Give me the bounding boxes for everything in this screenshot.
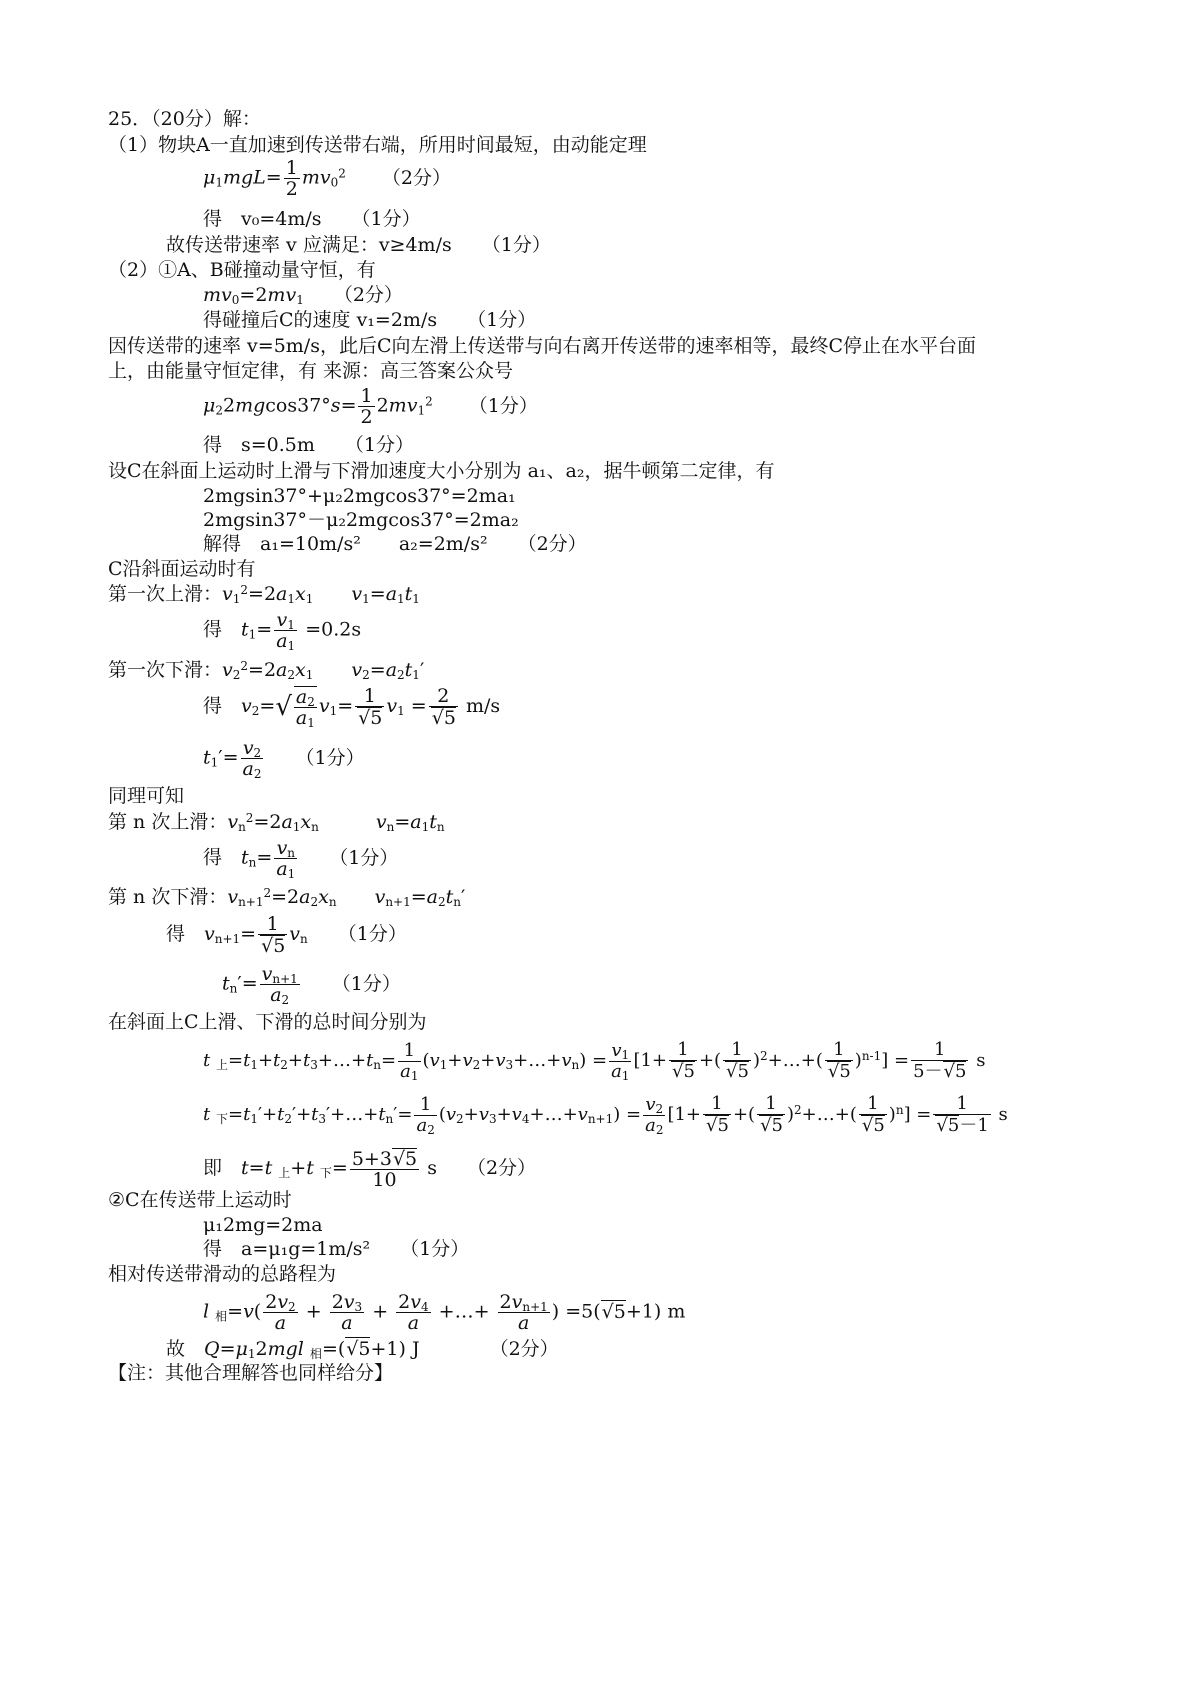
similarly-label: 同理可知	[108, 785, 185, 807]
nth-down-label: 第 n 次下滑：	[108, 886, 228, 908]
t1-result: =0.2s	[305, 618, 362, 641]
eq-down-accel: 2mgsin37°－μ₂2mgcos37°=2ma₂	[203, 509, 519, 531]
eq-t1: 得 $t_1=$ $\frac{v_1}{a_1}$ =0.2s	[203, 609, 362, 653]
total-time-intro: 在斜面上C上滑、下滑的总时间分别为	[108, 1011, 427, 1033]
grading-note: 【注：其他合理解答也同样给分】	[108, 1362, 394, 1384]
eq-heat: 故 $Q=\mu_12mgl$ $_相$=(√ 5+1) J （2分）	[166, 1337, 559, 1360]
part2-intro: （2）①A、B碰撞动量守恒，有	[108, 259, 376, 281]
eq-energy-conservation: $\mu_22mgcos37^\circ s=$ $\frac{1}{2}$ $2mv_1^2$ （1分）	[203, 385, 538, 428]
first-up-line: 第一次上滑：$v_1^2=2a_1x_1$ $v_1=a_1t_1$	[108, 583, 420, 606]
score-14: （1分）	[400, 1238, 470, 1260]
score-5: （1分）	[467, 309, 537, 331]
relative-path-intro: 相对传送带滑动的总路程为	[108, 1263, 337, 1285]
eq-tn-prime: $t_n'=$ $\frac{v_{n+1}}{a_2}$ （1分）	[222, 963, 401, 1007]
score-15: （2分）	[489, 1338, 559, 1360]
score-11: （1分）	[337, 923, 407, 945]
score-3: （1分）	[481, 234, 551, 256]
part2b-intro: ②C在传送带上运动时	[108, 1189, 292, 1211]
score-2: （1分）	[351, 208, 421, 230]
eq-t-sum: 即 t=t $_上$+t $_下$= $\frac{5+3√ 5}{10}$ s （2分）	[203, 1148, 536, 1190]
eq-v2: 得 $v_2=√$ $\frac{a_2}{a_1}$ $v_1=$ 1 √ 5 $v_1$ = 2 √ 5 m/s	[203, 686, 500, 728]
score-9: （1分）	[295, 746, 365, 769]
eq-t-up-total: t $_上=t_1+t_2+t_3+\dots+t_n=$ $\frac{1}{a_1}$ $(v_1+v_2+v_3+\dots+v_n)$ = $\frac{v_1}{a_1}$ [1+ 1 √ 5 +( 1 √ 5 )$^2$+…+( 1 √ 5 )$^{n-1}$] = $\frac{1}{5-√ 5}$ s	[203, 1040, 985, 1082]
eq-a-result	[203, 1238, 469, 1260]
nth-up-label: 第 n 次上滑：	[108, 811, 228, 833]
eq-vn1: 得 $v_{n+1}=$ 1 √ 5 $v_n$ （1分）	[166, 914, 407, 956]
t-up-unit: s	[976, 1050, 986, 1071]
score-1: （2分）	[381, 166, 451, 189]
eq-t-down-total: t $_下=t_1'+t_2'+t_3'+\dots+t_n'=$ $\frac{1}{a_2}$ $(v_2+v_3+v_4+\dots+v_{n+1})$ = $\frac{v_2}{a_2}$ [1+ 1 √ 5 +( 1 √ 5 )$^2$+…+( 1 √ 5 )$^n$] = 1 √ 5－1 s	[203, 1094, 1008, 1136]
eq-accel-result-text: 解得 a₁=10m/s² a₂=2m/s²	[203, 533, 488, 555]
eq-momentum: $mv_0=2mv_1$ （2分）	[203, 284, 403, 307]
score-4: （2分）	[333, 284, 403, 306]
part1-intro: （1）物块A一直加速到传送带右端，所用时间最短，由动能定理	[108, 134, 647, 156]
t-down-unit: s	[998, 1104, 1008, 1125]
score-6: （1分）	[468, 394, 538, 417]
eq-tn: 得 $t_n=$ $\frac{v_n}{a_1}$ （1分）	[203, 837, 399, 881]
l-unit: m	[667, 1300, 686, 1323]
slope-intro: C沿斜面运动时有	[108, 558, 256, 580]
eq-v1	[203, 309, 536, 331]
eq-a-result-text: 得 a=μ₁g=1m/s²	[203, 1238, 371, 1260]
eq-belt-force: μ₁2mg=2ma	[203, 1214, 323, 1236]
eq-belt-condition	[166, 234, 551, 256]
score-12: （1分）	[331, 972, 401, 995]
eq-v0-text: 得 v₀=4m/s	[203, 208, 322, 230]
eq-v0	[203, 208, 421, 230]
first-down-line: 第一次下滑：$v_2^2=2a_2x_1$ $v_2=a_2t_1'$	[108, 659, 425, 682]
v2-unit: m/s	[465, 695, 501, 717]
eq-relative-path: l $_相$=v( $\frac{2v_2}{a}$ + $\frac{2v_3}{a}$ + $\frac{2v_4}{a}$ +…+ $\frac{2v_{n+1}}{a}$ ) =5(√ 5+1) m	[203, 1292, 685, 1333]
score-7: （1分）	[344, 434, 414, 456]
eq-accel-result	[203, 533, 587, 555]
first-down-label: 第一次下滑：	[108, 659, 223, 681]
nth-down-line: 第 n 次下滑：$v_{n+1}^2=2a_2x_n$ $v_{n+1}=a_2t_n'$	[108, 886, 466, 909]
eq-t1-prime: $t_1'=$ $\frac{v_2}{a_2}$ （1分）	[203, 737, 365, 781]
problem-header: 25．（20分）解：	[108, 108, 261, 130]
first-up-label: 第一次上滑：	[108, 583, 223, 605]
paragraph-newton: 设C在斜面上运动时上滑与下滑加速度大小分别为 a₁、a₂，据牛顿第二定律，有	[108, 460, 775, 482]
score-8: （2分）	[517, 533, 587, 555]
t-sum-unit: s	[427, 1157, 437, 1179]
eq-up-accel: 2mgsin37°+μ₂2mgcos37°=2ma₁	[203, 485, 516, 507]
score-10: （1分）	[329, 846, 399, 869]
nth-up-line: 第 n 次上滑：$v_n^2=2a_1x_n$ $v_n=a_1t_n$	[108, 811, 445, 834]
eq-v1-text: 得碰撞后C的速度 v₁=2m/s	[203, 309, 438, 331]
paragraph-energy: 上，由能量守恒定律，有 来源：高三答案公众号	[108, 360, 514, 382]
eq-s	[203, 434, 414, 456]
paragraph-belt: 因传送带的速率 v=5m/s，此后C向左滑上传送带与向右离开传送带的速率相等，最终C停止在水平台面	[108, 335, 977, 357]
score-13: （2分）	[466, 1157, 537, 1179]
eq-s-text: 得 s=0.5m	[203, 434, 315, 456]
eq-belt-condition-text: 故传送带速率 v 应满足：v≥4m/s	[166, 234, 452, 256]
eq-kinetic-energy: $\mu_1mgL=$ $\frac{1}{2}$ $mv_0^2$ （2分）	[203, 157, 451, 200]
